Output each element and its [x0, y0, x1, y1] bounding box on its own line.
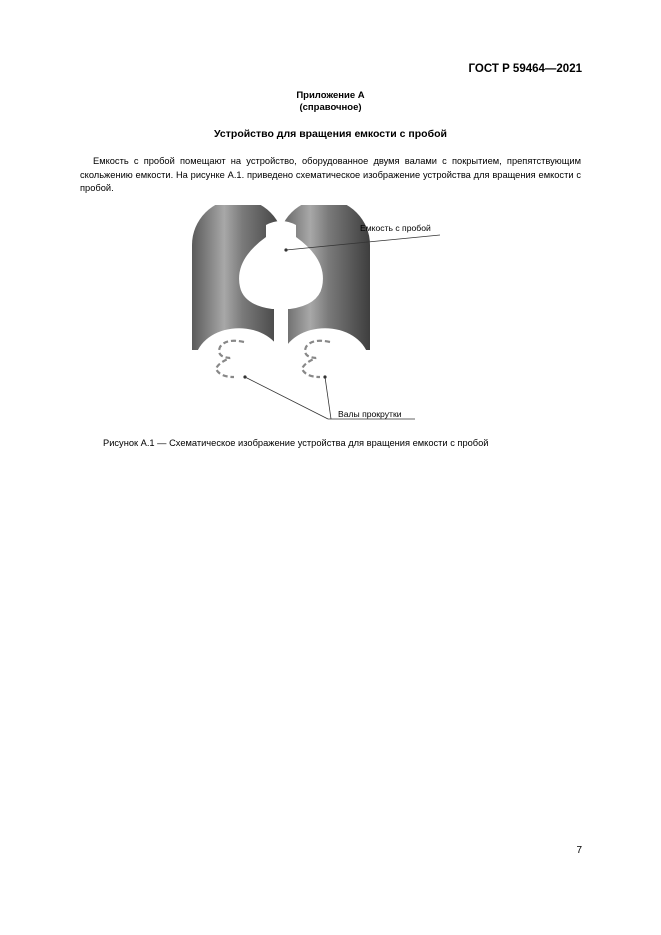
- roller-leader-left: [245, 377, 328, 419]
- section-title: Устройство для вращения емкости с пробой: [214, 128, 447, 140]
- appendix-note: (справочное): [299, 102, 362, 113]
- roller-leader-right: [325, 377, 331, 419]
- standard-code: ГОСТ Р 59464—2021: [468, 63, 582, 75]
- body-paragraph: Емкость с пробой помещают на устройство, оборудованное двумя валами с покрытием, препятствующим скольжению емкости. На рисунке А.1. приведено схематическое изображение устройства для вращения емкости с пробой.: [80, 156, 581, 193]
- center-slot: [274, 309, 288, 350]
- appendix-label: Приложение А: [296, 90, 365, 101]
- appendix-heading: [0, 90, 661, 114]
- page-number: 7: [576, 845, 582, 856]
- device-figure: [190, 205, 450, 430]
- container-label: Емкость с пробой: [360, 223, 431, 233]
- figure-caption: Рисунок А.1 — Схематическое изображение устройства для вращения емкости с пробой: [103, 438, 489, 448]
- rollers-label: Валы прокрутки: [338, 409, 402, 419]
